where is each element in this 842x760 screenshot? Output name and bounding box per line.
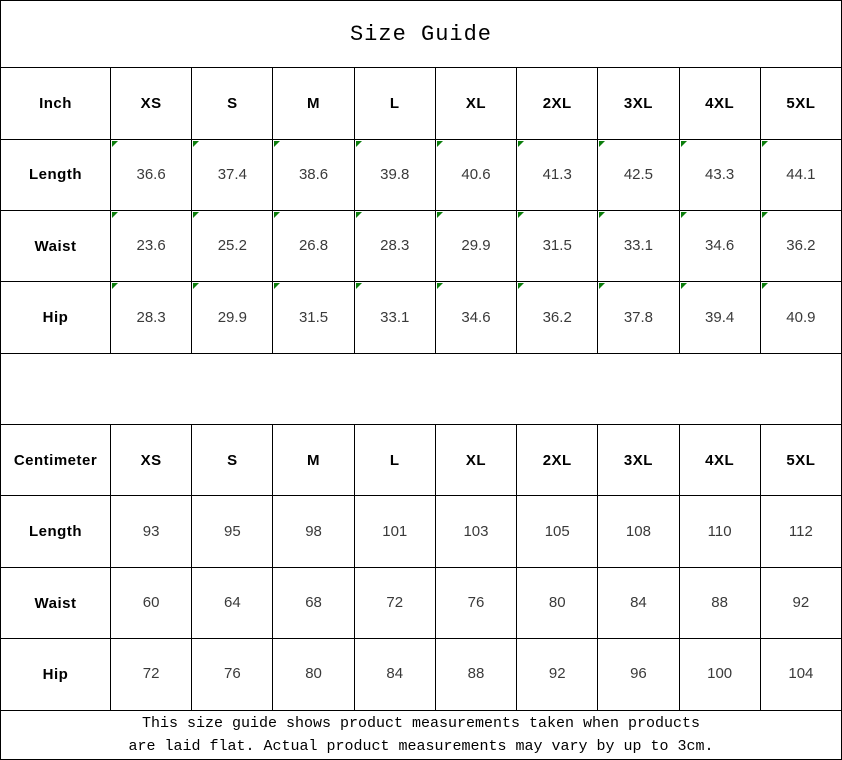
size-header-row <box>1 68 842 139</box>
measurement-value: 88 <box>467 665 485 683</box>
measurement-value: 105 <box>544 522 570 540</box>
measurement-value-cell <box>598 210 679 281</box>
spacer-section <box>1 353 842 424</box>
measurement-value-cell <box>598 139 679 210</box>
measurement-value: 23.6 <box>136 237 166 255</box>
measurement-value: 100 <box>707 665 733 683</box>
text-format-flag-icon <box>681 283 687 289</box>
measurement-value-cell <box>517 139 598 210</box>
measurement-value-cell <box>679 567 760 638</box>
measurement-value-cell <box>354 567 435 638</box>
measurement-value: 108 <box>625 522 651 540</box>
size-header-cell: 5XL <box>760 68 841 139</box>
text-format-flag-icon <box>518 141 524 147</box>
centimeter-table-section <box>1 425 842 711</box>
measurement-value-cell <box>111 567 192 638</box>
measurement-label: Length <box>1 139 111 210</box>
size-header-cell: L <box>354 425 435 496</box>
measurement-value: 36.2 <box>542 308 572 326</box>
text-format-flag-icon <box>112 141 118 147</box>
measurement-value-cell <box>435 139 516 210</box>
size-guide-note <box>1 710 842 759</box>
measurement-value: 76 <box>223 665 241 683</box>
size-header-cell: M <box>273 425 354 496</box>
measurement-value-cell <box>517 496 598 567</box>
measurement-value: 42.5 <box>623 165 654 183</box>
measurement-value: 98 <box>305 522 322 540</box>
size-header-cell: M <box>273 68 354 139</box>
measurement-value: 72 <box>386 594 404 612</box>
measurement-value: 84 <box>630 594 647 612</box>
measurement-value: 29.9 <box>217 308 247 326</box>
measurement-value-cell <box>517 639 598 710</box>
measurement-value-cell <box>273 139 354 210</box>
text-format-flag-icon <box>274 212 280 218</box>
size-header-cell: XL <box>435 425 516 496</box>
text-format-flag-icon <box>518 212 524 218</box>
text-format-flag-icon <box>599 141 605 147</box>
size-header-cell: L <box>354 68 435 139</box>
table-spacer-row <box>1 353 842 424</box>
size-header-cell: XS <box>111 425 192 496</box>
measurement-value-cell <box>679 496 760 567</box>
measurement-value-cell <box>517 282 598 353</box>
measurement-value-cell <box>354 139 435 210</box>
measurement-value: 31.5 <box>542 237 572 255</box>
size-header-cell: 4XL <box>679 68 760 139</box>
measurement-value: 28.3 <box>136 308 166 326</box>
measurement-value: 80 <box>548 594 566 612</box>
measurement-value-cell <box>354 496 435 567</box>
text-format-flag-icon <box>762 141 768 147</box>
measurement-value-cell <box>192 639 273 710</box>
measurement-value-cell <box>598 496 679 567</box>
measurement-value: 26.8 <box>298 237 329 255</box>
text-format-flag-icon <box>112 283 118 289</box>
size-header-cell: 2XL <box>517 68 598 139</box>
text-format-flag-icon <box>681 141 687 147</box>
text-format-flag-icon <box>599 283 605 289</box>
measurement-value-cell <box>760 210 841 281</box>
inch-table-section <box>1 68 842 354</box>
measurement-value-cell <box>760 496 841 567</box>
measurement-row <box>1 139 842 210</box>
measurement-value-cell <box>517 567 598 638</box>
measurement-value: 68 <box>305 594 322 612</box>
size-header-cell: XL <box>435 68 516 139</box>
measurement-row <box>1 496 842 567</box>
measurement-value: 25.2 <box>217 237 247 255</box>
measurement-value-cell <box>435 282 516 353</box>
measurement-value: 92 <box>548 665 566 683</box>
text-format-flag-icon <box>437 141 443 147</box>
text-format-flag-icon <box>518 283 524 289</box>
text-format-flag-icon <box>112 212 118 218</box>
measurement-label: Waist <box>1 567 111 638</box>
size-header-cell: 4XL <box>679 425 760 496</box>
text-format-flag-icon <box>193 212 199 218</box>
measurement-value-cell <box>273 567 354 638</box>
text-format-flag-icon <box>356 212 362 218</box>
size-header-row <box>1 425 842 496</box>
footer-section <box>1 710 842 759</box>
text-format-flag-icon <box>356 283 362 289</box>
measurement-value-cell <box>435 496 516 567</box>
measurement-value-cell <box>679 639 760 710</box>
measurement-value-cell <box>192 567 273 638</box>
measurement-value: 36.6 <box>136 165 166 183</box>
measurement-value: 104 <box>788 665 814 683</box>
title-section <box>1 1 842 68</box>
measurement-value-cell <box>679 210 760 281</box>
measurement-row <box>1 567 842 638</box>
measurement-value: 28.3 <box>380 237 410 255</box>
measurement-value: 29.9 <box>461 237 491 255</box>
text-format-flag-icon <box>437 212 443 218</box>
measurement-value: 80 <box>305 665 322 683</box>
text-format-flag-icon <box>193 283 199 289</box>
unit-label-inch: Inch <box>1 68 111 139</box>
text-format-flag-icon <box>762 283 768 289</box>
measurement-value: 43.3 <box>705 165 735 183</box>
measurement-value: 31.5 <box>298 308 329 326</box>
measurement-value-cell <box>111 282 192 353</box>
measurement-value: 103 <box>463 522 489 540</box>
text-format-flag-icon <box>681 212 687 218</box>
measurement-value: 39.4 <box>705 308 735 326</box>
measurement-value: 96 <box>630 665 647 683</box>
text-format-flag-icon <box>356 141 362 147</box>
measurement-value-cell <box>192 139 273 210</box>
measurement-value: 36.2 <box>786 237 816 255</box>
size-header-cell: 2XL <box>517 425 598 496</box>
measurement-value-cell <box>111 210 192 281</box>
measurement-value: 84 <box>386 665 404 683</box>
size-header-cell: 5XL <box>760 425 841 496</box>
measurement-value-cell <box>598 639 679 710</box>
size-header-cell: XS <box>111 68 192 139</box>
measurement-value-cell <box>273 282 354 353</box>
measurement-value-cell <box>354 639 435 710</box>
measurement-label: Waist <box>1 210 111 281</box>
measurement-value: 44.1 <box>786 165 816 183</box>
measurement-value-cell <box>760 282 841 353</box>
page-title: Size Guide <box>1 1 842 68</box>
measurement-label: Length <box>1 496 111 567</box>
measurement-value: 64 <box>223 594 241 612</box>
measurement-row <box>1 282 842 353</box>
measurement-value-cell <box>679 139 760 210</box>
measurement-value-cell <box>192 210 273 281</box>
size-guide-note-line-1: This size guide shows product measurements taken when products <box>141 714 701 732</box>
measurement-value: 110 <box>707 522 732 540</box>
measurement-value-cell <box>435 639 516 710</box>
measurement-value-cell <box>111 139 192 210</box>
measurement-row <box>1 210 842 281</box>
measurement-value-cell <box>273 496 354 567</box>
size-header-cell: 3XL <box>598 425 679 496</box>
measurement-value-cell <box>435 567 516 638</box>
text-format-flag-icon <box>193 141 199 147</box>
text-format-flag-icon <box>274 283 280 289</box>
measurement-value: 72 <box>142 665 160 683</box>
measurement-value: 34.6 <box>705 237 735 255</box>
measurement-value-cell <box>760 639 841 710</box>
measurement-value-cell <box>598 282 679 353</box>
measurement-value-cell <box>273 210 354 281</box>
measurement-value: 88 <box>711 594 728 612</box>
measurement-value: 33.1 <box>623 237 654 255</box>
measurement-value-cell <box>760 139 841 210</box>
measurement-row <box>1 639 842 710</box>
measurement-value-cell <box>192 282 273 353</box>
measurement-value: 39.8 <box>380 165 410 183</box>
measurement-value-cell <box>354 210 435 281</box>
measurement-value: 34.6 <box>461 308 491 326</box>
text-format-flag-icon <box>762 212 768 218</box>
measurement-value: 37.8 <box>623 308 654 326</box>
measurement-value: 37.4 <box>217 165 247 183</box>
measurement-value: 112 <box>788 522 813 540</box>
measurement-value-cell <box>517 210 598 281</box>
measurement-label: Hip <box>1 639 111 710</box>
measurement-value: 93 <box>142 522 160 540</box>
measurement-value-cell <box>273 639 354 710</box>
measurement-value-cell <box>354 282 435 353</box>
measurement-value-cell <box>192 496 273 567</box>
measurement-value-cell <box>760 567 841 638</box>
measurement-value-cell <box>598 567 679 638</box>
unit-label-centimeter: Centimeter <box>1 425 111 496</box>
measurement-value: 76 <box>467 594 485 612</box>
text-format-flag-icon <box>437 283 443 289</box>
measurement-value: 60 <box>142 594 160 612</box>
measurement-value: 40.9 <box>786 308 816 326</box>
size-guide-note-line-2: are laid flat. Actual product measurements may vary by up to 3cm. <box>128 737 714 755</box>
size-header-cell: S <box>192 425 273 496</box>
measurement-value-cell <box>679 282 760 353</box>
measurement-value-cell <box>111 496 192 567</box>
measurement-value: 101 <box>382 522 408 540</box>
measurement-value: 40.6 <box>461 165 491 183</box>
text-format-flag-icon <box>274 141 280 147</box>
size-header-cell: S <box>192 68 273 139</box>
size-header-cell: 3XL <box>598 68 679 139</box>
measurement-value: 95 <box>223 522 241 540</box>
measurement-value-cell <box>111 639 192 710</box>
measurement-label: Hip <box>1 282 111 353</box>
measurement-value: 33.1 <box>380 308 410 326</box>
measurement-value: 92 <box>792 594 810 612</box>
measurement-value-cell <box>435 210 516 281</box>
text-format-flag-icon <box>599 212 605 218</box>
measurement-value: 41.3 <box>542 165 572 183</box>
measurement-value: 38.6 <box>298 165 329 183</box>
